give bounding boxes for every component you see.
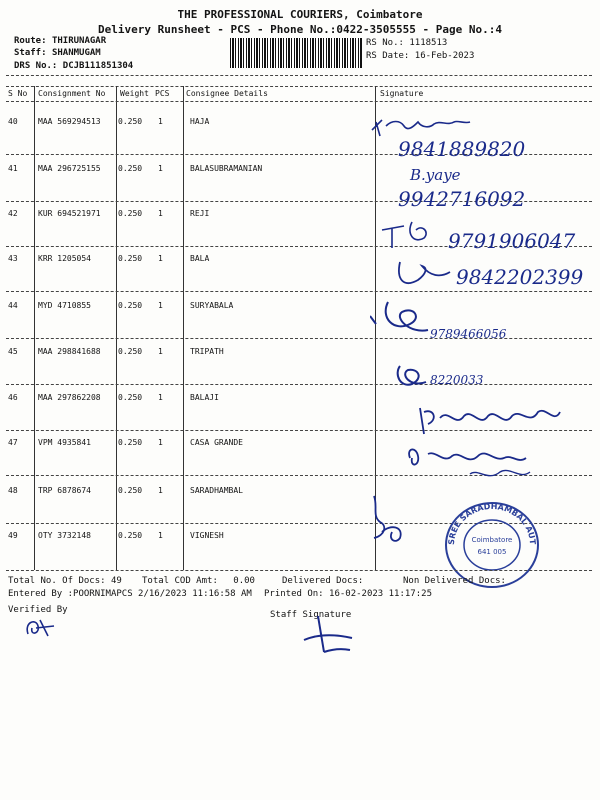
route-value: THIRUNAGAR xyxy=(51,36,107,46)
cell-consignee: VIGNESH xyxy=(190,531,224,540)
barcode-image xyxy=(230,38,362,68)
cell-weight: 0.250 xyxy=(118,117,143,126)
cell-weight: 0.250 xyxy=(118,347,143,356)
cell-weight: 0.250 xyxy=(118,438,143,447)
delivered-docs-label: Delivered Docs: xyxy=(282,576,364,586)
total-cod-line xyxy=(142,576,255,586)
rs-no-value: 1118513 xyxy=(409,38,448,48)
handwritten-phone-41: 9942716092 xyxy=(398,187,526,211)
column-header-consignment: Consignment No xyxy=(38,89,106,98)
staff-signature-label: Staff Signature xyxy=(270,610,352,620)
staff-label: Staff: xyxy=(14,48,47,58)
signature-stroke xyxy=(374,496,401,541)
handwritten-phone-44: 9789466056 xyxy=(430,327,507,341)
signature-stroke xyxy=(370,302,428,331)
cell-sno: 46 xyxy=(8,393,18,402)
company-name: THE PROFESSIONAL COURIERS, Coimbatore xyxy=(177,8,423,21)
cell-consignment: MAA 296725155 xyxy=(38,164,101,173)
handwritten-phone-42: 9791906047 xyxy=(448,229,576,253)
cell-weight: 0.250 xyxy=(118,301,143,310)
route-line xyxy=(14,36,106,46)
signature-stroke xyxy=(399,262,450,283)
signature-stroke xyxy=(470,470,530,475)
column-header-consignee: Consignee Details xyxy=(186,89,268,98)
non-delivered-docs-label: Non Delivered Docs: xyxy=(403,576,506,586)
rs-date-value: 16-Feb-2023 xyxy=(414,51,475,61)
cell-sno: 47 xyxy=(8,438,18,447)
document-subtitle: Delivery Runsheet - PCS - Phone No.:0422-3505555 - Page No.:4 xyxy=(98,23,502,36)
entered-by-label: Entered By : xyxy=(8,589,74,599)
rs-date-line xyxy=(366,51,474,61)
cell-consignee: CASA GRANDE xyxy=(190,438,243,447)
cell-consignee: REJI xyxy=(190,209,210,218)
divider xyxy=(6,86,592,87)
cell-pcs: 1 xyxy=(158,438,163,447)
cell-weight: 0.250 xyxy=(118,393,143,402)
handwritten-phone-45: 8220033 xyxy=(430,373,484,387)
signature-stroke xyxy=(27,620,54,636)
handwritten-phone-40: 9841889820 xyxy=(398,137,526,161)
signature-stroke xyxy=(409,449,526,464)
handwritten-phone-43: 9842202399 xyxy=(456,265,584,289)
cell-consignment: MAA 569294513 xyxy=(38,117,101,126)
cell-pcs: 1 xyxy=(158,531,163,540)
cell-consignee: SARADHAMBAL xyxy=(190,486,243,495)
total-docs-value: 49 xyxy=(110,576,122,586)
signature-stroke xyxy=(398,366,426,385)
cell-pcs: 1 xyxy=(158,486,163,495)
cell-sno: 44 xyxy=(8,301,18,310)
handwritten-signatures xyxy=(370,112,600,552)
column-header-pcs: PCS xyxy=(155,89,170,98)
staff-line xyxy=(14,48,101,58)
route-label: Route: xyxy=(14,36,47,46)
cell-sno: 43 xyxy=(8,254,18,263)
cell-sno: 40 xyxy=(8,117,18,126)
stamp-ring-text: SREE SARADHAMBAL AUT xyxy=(446,501,538,546)
cell-pcs: 1 xyxy=(158,117,163,126)
cell-weight: 0.250 xyxy=(118,209,143,218)
stamp-city: Coimbatore xyxy=(471,536,513,544)
signature-stroke xyxy=(304,616,352,652)
drs-value: DCJB111851304 xyxy=(62,61,134,71)
drs-label: DRS No.: xyxy=(14,61,58,71)
cell-consignee: TRIPATH xyxy=(190,347,224,356)
cell-consignment: MAA 298841688 xyxy=(38,347,101,356)
cell-consignment: KRR 1205054 xyxy=(38,254,91,263)
verified-signature xyxy=(22,612,62,640)
signature-stroke xyxy=(382,226,404,248)
staff-signature xyxy=(300,612,360,658)
cell-consignment: VPM 4935841 xyxy=(38,438,91,447)
cell-weight: 0.250 xyxy=(118,486,143,495)
entered-by-value: POORNIMAPCS 2/16/2023 11:16:58 AM xyxy=(73,589,252,599)
cell-sno: 45 xyxy=(8,347,18,356)
cell-weight: 0.250 xyxy=(118,254,143,263)
cell-pcs: 1 xyxy=(158,301,163,310)
cell-consignment: KUR 694521971 xyxy=(38,209,101,218)
total-cod-label: Total COD Amt: xyxy=(142,576,218,586)
cell-consignee: HAJA xyxy=(190,117,210,126)
cell-consignment: MAA 297862208 xyxy=(38,393,101,402)
column-header-weight: Weight xyxy=(120,89,149,98)
signature-stroke xyxy=(420,408,560,434)
cell-consignee: BALAJI xyxy=(190,393,219,402)
staff-value: SHANMUGAM xyxy=(51,48,101,58)
cell-consignment: OTY 3732148 xyxy=(38,531,91,540)
cell-sno: 48 xyxy=(8,486,18,495)
drs-line xyxy=(14,61,133,71)
rs-date-label: RS Date: xyxy=(366,51,410,61)
cell-pcs: 1 xyxy=(158,254,163,263)
handwritten-name-41: B.yaye xyxy=(410,166,461,184)
cell-weight: 0.250 xyxy=(118,531,143,540)
total-docs-label: Total No. Of Docs: xyxy=(8,576,106,586)
column-divider xyxy=(183,86,184,570)
column-divider xyxy=(34,86,35,570)
divider xyxy=(6,101,592,102)
printed-on-value: 16-02-2023 11:17:25 xyxy=(329,589,432,599)
stamp-pin: 641 005 xyxy=(477,548,507,556)
cell-pcs: 1 xyxy=(158,393,163,402)
cell-pcs: 1 xyxy=(158,209,163,218)
entered-by-line xyxy=(8,589,252,599)
verified-by-label: Verified By xyxy=(8,605,68,615)
column-divider xyxy=(116,86,117,570)
cell-sno: 49 xyxy=(8,531,18,540)
cell-consignee: BALA xyxy=(190,254,210,263)
total-cod-value: 0.00 xyxy=(233,576,255,586)
signature-stroke xyxy=(372,120,470,136)
rs-no-label: RS No.: xyxy=(366,38,404,48)
rs-no-line xyxy=(366,38,447,48)
cell-consignee: SURYABALA xyxy=(190,301,234,310)
column-header-signature: Signature xyxy=(380,89,424,98)
cell-weight: 0.250 xyxy=(118,164,143,173)
total-docs-line xyxy=(8,576,122,586)
divider xyxy=(6,75,592,76)
cell-consignee: BALASUBRAMANIAN xyxy=(190,164,263,173)
divider xyxy=(6,570,592,571)
signature-stroke xyxy=(410,222,426,240)
cell-consignment: TRP 6878674 xyxy=(38,486,91,495)
cell-consignment: MYD 4710855 xyxy=(38,301,91,310)
cell-sno: 42 xyxy=(8,209,18,218)
cell-pcs: 1 xyxy=(158,164,163,173)
cell-sno: 41 xyxy=(8,164,18,173)
column-header-sno: S No xyxy=(8,89,28,98)
printed-on-line xyxy=(264,589,432,599)
cell-pcs: 1 xyxy=(158,347,163,356)
printed-on-label: Printed On: xyxy=(264,589,324,599)
